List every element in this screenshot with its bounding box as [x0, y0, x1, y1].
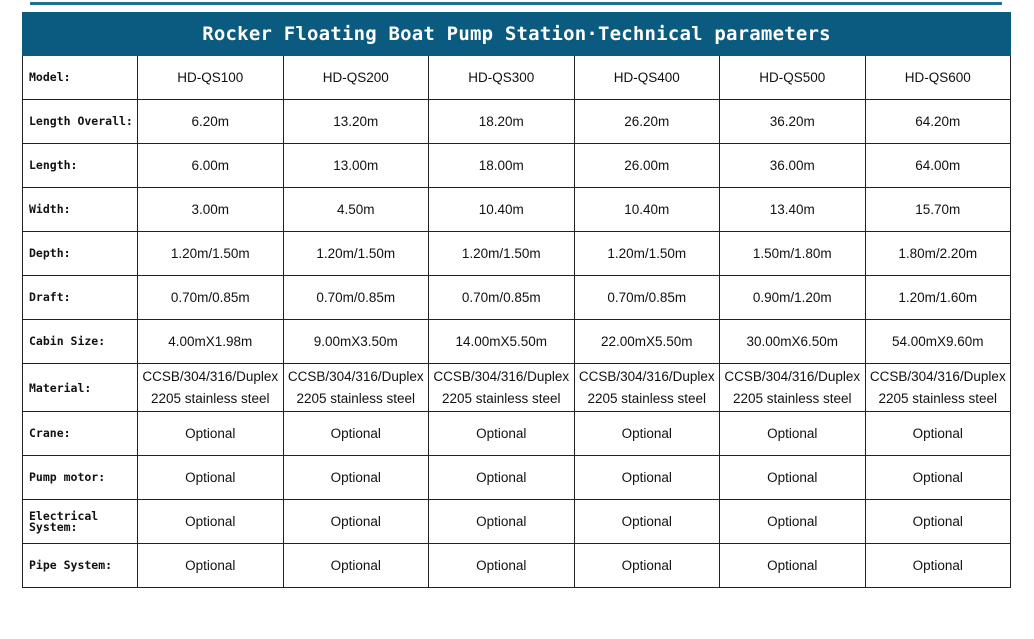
- cell-line: 2205 stainless steel: [587, 390, 707, 406]
- table-row: [23, 100, 1011, 144]
- table-cell: [574, 364, 720, 412]
- cell-line: 2205 stainless steel: [296, 390, 416, 406]
- table-cell: Optional: [429, 544, 575, 588]
- table-cell: 1.20m/1.50m: [574, 232, 720, 276]
- table-row: [23, 232, 1011, 276]
- table-cell: 9.00mX3.50m: [283, 320, 429, 364]
- table-row: [23, 144, 1011, 188]
- table-cell: 1.80m/2.20m: [865, 232, 1011, 276]
- table-cell: Optional: [283, 456, 429, 500]
- table-cell: 1.20m/1.50m: [429, 232, 575, 276]
- table-cell: Optional: [138, 544, 284, 588]
- table-cell: HD-QS100: [138, 56, 284, 100]
- table-cell: 26.00m: [574, 144, 720, 188]
- table-row: [23, 276, 1011, 320]
- table-cell: Optional: [574, 412, 720, 456]
- row-label: Electrical System:: [23, 500, 138, 544]
- table-cell: HD-QS600: [865, 56, 1011, 100]
- table-cell: 1.20m/1.60m: [865, 276, 1011, 320]
- table-cell: 14.00mX5.50m: [429, 320, 575, 364]
- cell-line: CCSB/304/316/Duplex: [724, 368, 861, 384]
- row-label: Material:: [23, 364, 138, 412]
- cell-line: CCSB/304/316/Duplex: [869, 368, 1006, 384]
- table-cell: 4.50m: [283, 188, 429, 232]
- table-row: [23, 320, 1011, 364]
- table-cell: 18.00m: [429, 144, 575, 188]
- table-cell: Optional: [283, 500, 429, 544]
- table-cell: Optional: [574, 456, 720, 500]
- table-cell: 18.20m: [429, 100, 575, 144]
- table-title: Rocker Floating Boat Pump Station·Technical parameters: [23, 13, 1011, 56]
- table-cell: Optional: [865, 412, 1011, 456]
- table-cell: Optional: [720, 456, 866, 500]
- cell-line: 2205 stainless steel: [878, 390, 998, 406]
- row-label: Length:: [23, 144, 138, 188]
- table-cell: Optional: [865, 544, 1011, 588]
- top-rule: [30, 2, 1002, 5]
- table-cell: 26.20m: [574, 100, 720, 144]
- cell-line: CCSB/304/316/Duplex: [433, 368, 570, 384]
- table-cell: 0.90m/1.20m: [720, 276, 866, 320]
- table-cell: 54.00mX9.60m: [865, 320, 1011, 364]
- table-cell: 0.70m/0.85m: [283, 276, 429, 320]
- table-cell: 0.70m/0.85m: [429, 276, 575, 320]
- cell-line: CCSB/304/316/Duplex: [287, 368, 424, 384]
- table-cell: Optional: [720, 544, 866, 588]
- table-cell: 1.20m/1.50m: [138, 232, 284, 276]
- table-body: [23, 56, 1011, 588]
- cell-line: 2205 stainless steel: [732, 390, 852, 406]
- row-label: Width:: [23, 188, 138, 232]
- table-row: [23, 544, 1011, 588]
- table-cell: [138, 364, 284, 412]
- table-cell: Optional: [138, 500, 284, 544]
- table-row: [23, 56, 1011, 100]
- table-cell: 6.00m: [138, 144, 284, 188]
- row-label: Draft:: [23, 276, 138, 320]
- table-cell: Optional: [574, 544, 720, 588]
- table-cell: [720, 364, 866, 412]
- table-cell: Optional: [865, 500, 1011, 544]
- table-cell: 22.00mX5.50m: [574, 320, 720, 364]
- table-cell: HD-QS200: [283, 56, 429, 100]
- table-cell: 1.20m/1.50m: [283, 232, 429, 276]
- table-cell: HD-QS400: [574, 56, 720, 100]
- table-row: [23, 412, 1011, 456]
- table-cell: Optional: [429, 500, 575, 544]
- table-cell: Optional: [720, 500, 866, 544]
- table-row: [23, 364, 1011, 412]
- table-cell: Optional: [283, 544, 429, 588]
- table-cell: [283, 364, 429, 412]
- table-cell: 10.40m: [429, 188, 575, 232]
- cell-line: CCSB/304/316/Duplex: [578, 368, 715, 384]
- row-label: Cabin Size:: [23, 320, 138, 364]
- row-label: Pipe System:: [23, 544, 138, 588]
- table-cell: 64.00m: [865, 144, 1011, 188]
- table-cell: 3.00m: [138, 188, 284, 232]
- table-cell: Optional: [574, 500, 720, 544]
- row-label: Depth:: [23, 232, 138, 276]
- table-cell: 13.00m: [283, 144, 429, 188]
- table-cell: Optional: [720, 412, 866, 456]
- table-cell: [429, 364, 575, 412]
- table-cell: 6.20m: [138, 100, 284, 144]
- cell-line: 2205 stainless steel: [150, 390, 270, 406]
- table-cell: 10.40m: [574, 188, 720, 232]
- table-cell: 4.00mX1.98m: [138, 320, 284, 364]
- cell-line: 2205 stainless steel: [441, 390, 561, 406]
- table-cell: 64.20m: [865, 100, 1011, 144]
- table-cell: HD-QS500: [720, 56, 866, 100]
- table-cell: 13.20m: [283, 100, 429, 144]
- table-cell: Optional: [429, 456, 575, 500]
- table-cell: 30.00mX6.50m: [720, 320, 866, 364]
- table-cell: Optional: [138, 412, 284, 456]
- spec-table: [22, 12, 1011, 588]
- row-label: Length Overall:: [23, 100, 138, 144]
- table-cell: 15.70m: [865, 188, 1011, 232]
- title-row: [23, 13, 1011, 56]
- table-cell: 0.70m/0.85m: [138, 276, 284, 320]
- table-cell: Optional: [429, 412, 575, 456]
- table-cell: 36.20m: [720, 100, 866, 144]
- table-row: [23, 500, 1011, 544]
- table-cell: 1.50m/1.80m: [720, 232, 866, 276]
- table-cell: [865, 364, 1011, 412]
- table-cell: Optional: [283, 412, 429, 456]
- row-label: Crane:: [23, 412, 138, 456]
- table-row: [23, 456, 1011, 500]
- table-cell: Optional: [138, 456, 284, 500]
- table-cell: HD-QS300: [429, 56, 575, 100]
- table-cell: 13.40m: [720, 188, 866, 232]
- row-label: Model:: [23, 56, 138, 100]
- table-cell: 36.00m: [720, 144, 866, 188]
- table-cell: Optional: [865, 456, 1011, 500]
- table-cell: 0.70m/0.85m: [574, 276, 720, 320]
- table-row: [23, 188, 1011, 232]
- cell-line: CCSB/304/316/Duplex: [142, 368, 279, 384]
- row-label: Pump motor:: [23, 456, 138, 500]
